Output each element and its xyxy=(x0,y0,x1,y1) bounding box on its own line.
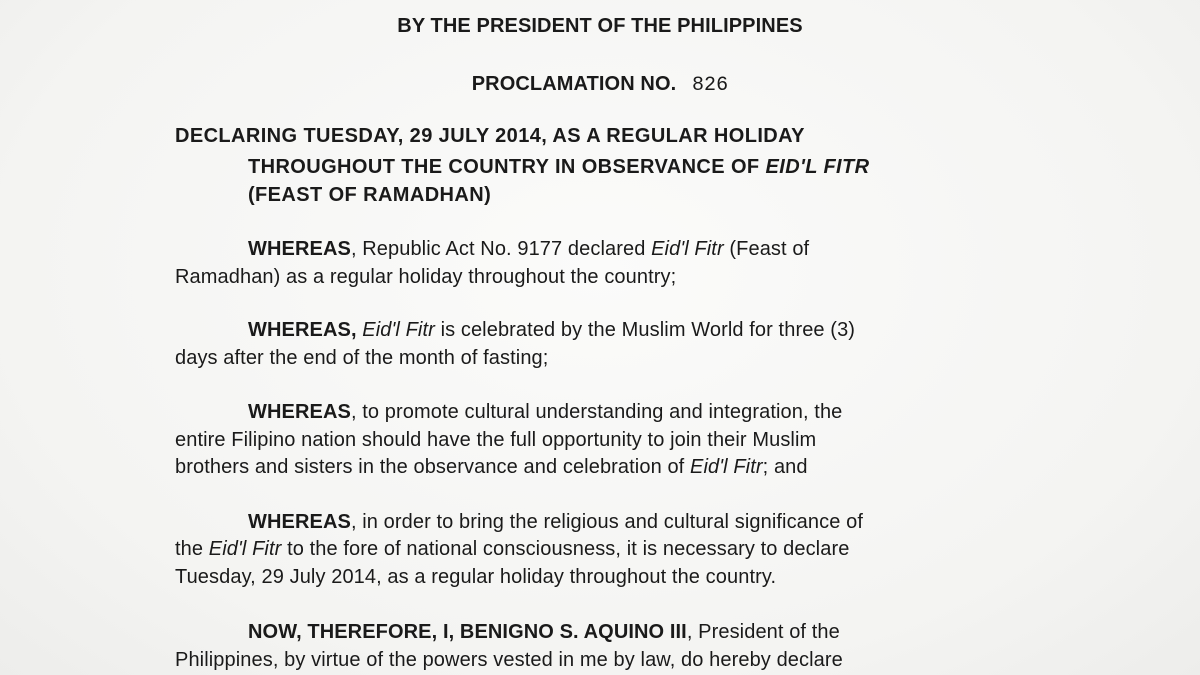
title-line-3: (FEAST OF RAMADHAN) xyxy=(248,184,492,206)
whereas-1-line-1: WHEREAS, Republic Act No. 9177 declared Eid'l Fitr (Feast of xyxy=(248,238,810,260)
whereas-3-line-3: brothers and sisters in the observance and celebration of Eid'l Fitr; and xyxy=(175,456,808,478)
whereas-4-line-1: WHEREAS, in order to bring the religious and cultural significance of xyxy=(248,511,863,533)
whereas-2-line-2: days after the end of the month of fasting; xyxy=(175,347,549,369)
now-therefore-line-2: Philippines, by virtue of the powers vested in me by law, do hereby declare xyxy=(175,649,843,671)
proclamation-heading xyxy=(0,72,1200,98)
issuing-authority: BY THE PRESIDENT OF THE PHILIPPINES xyxy=(397,15,803,37)
whereas-1-line-2: Ramadhan) as a regular holiday throughout the country; xyxy=(175,266,677,288)
whereas-2-line-1: WHEREAS, Eid'l Fitr is celebrated by the Muslim World for three (3) xyxy=(248,319,856,341)
proclamation-label: PROCLAMATION NO. xyxy=(471,73,677,95)
whereas-3-line-1: WHEREAS, to promote cultural understanding and integration, the xyxy=(248,401,843,423)
whereas-4-line-2: the Eid'l Fitr to the fore of national consciousness, it is necessary to declare xyxy=(175,538,850,560)
now-therefore-line-1: NOW, THEREFORE, I, BENIGNO S. AQUINO III, President of the xyxy=(248,621,840,643)
title-line-2: THROUGHOUT THE COUNTRY IN OBSERVANCE OF EID'L FITR xyxy=(248,156,870,178)
title-line-1: DECLARING TUESDAY, 29 JULY 2014, AS A REGULAR HOLIDAY xyxy=(175,125,805,147)
proclamation-number: 826 xyxy=(691,74,729,97)
whereas-4-line-3: Tuesday, 29 July 2014, as a regular holiday throughout the country. xyxy=(175,566,777,588)
whereas-3-line-2: entire Filipino nation should have the full opportunity to join their Muslim xyxy=(175,429,817,451)
